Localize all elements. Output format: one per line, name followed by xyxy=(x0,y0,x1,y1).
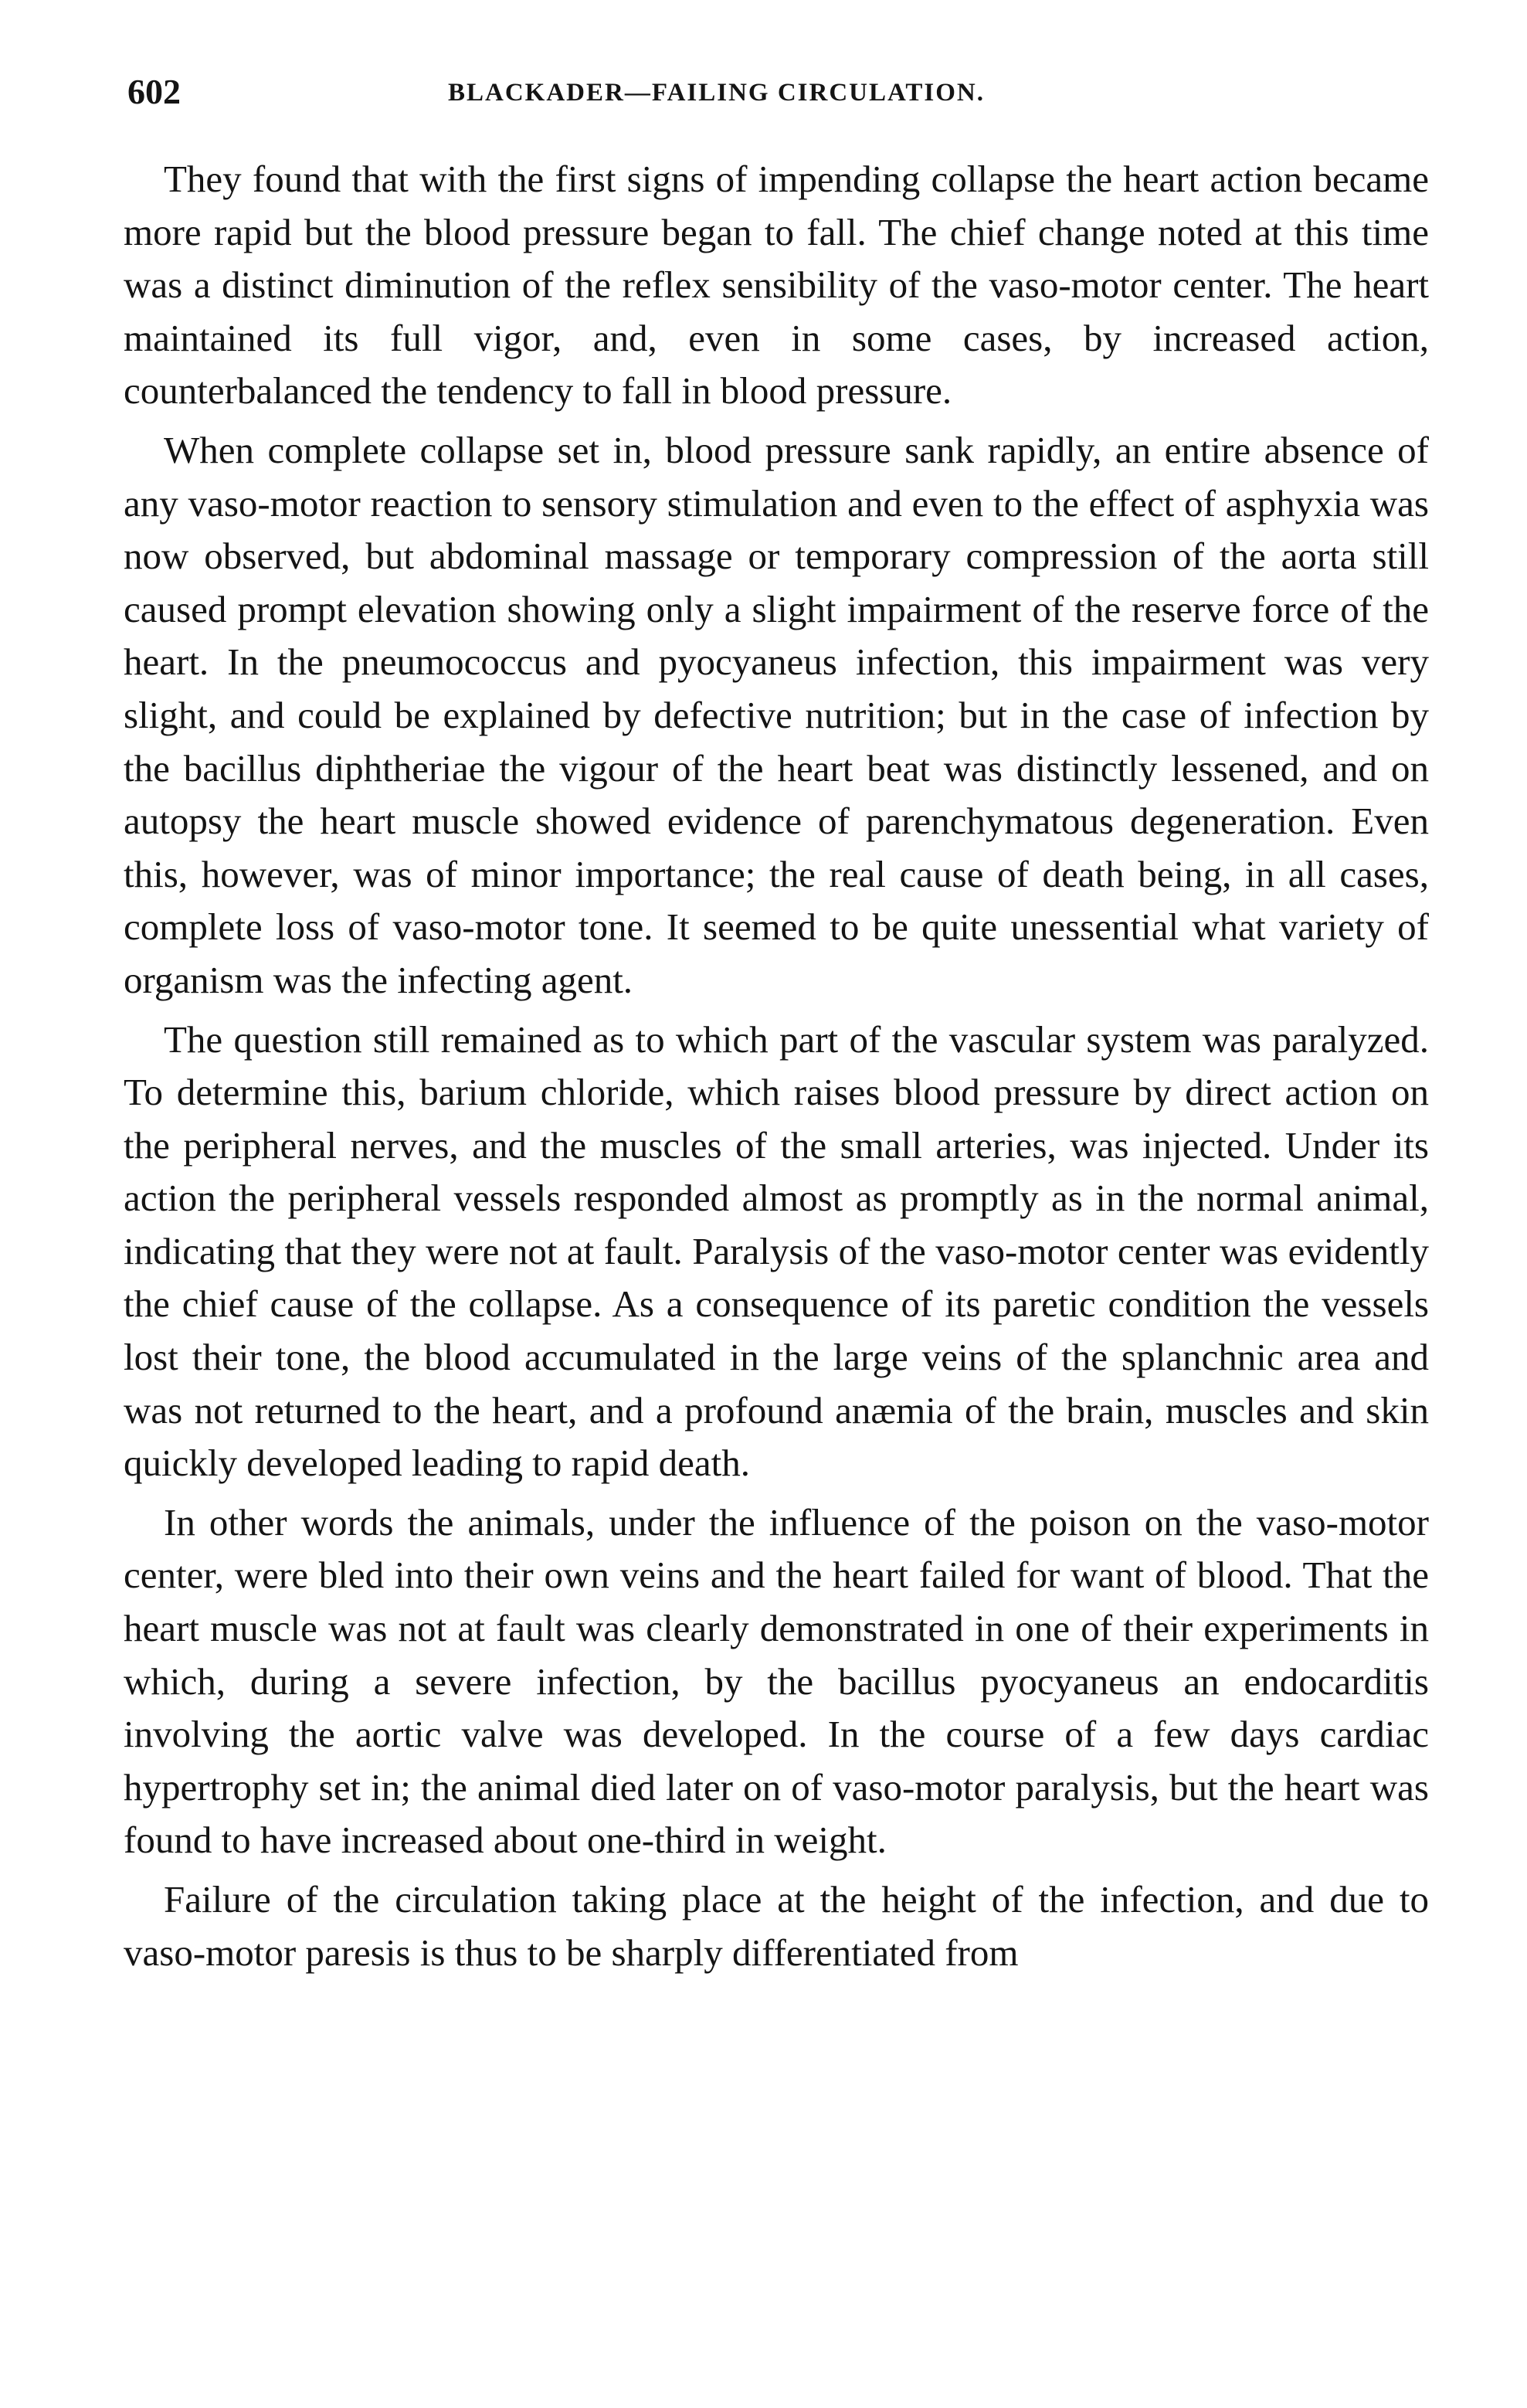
paragraph-1: They found that with the first signs of impending collapse the heart action became more rapid but the blood pressure began to fall. The chief change noted at this time was a distinct diminution of the reflex sensibility of the vaso-motor center. The heart maintained its full vigor, and, even in some cases, by increased action, counterbalanced the tendency to fall in blood pressure. xyxy=(124,158,1429,413)
page-number: 602 xyxy=(127,72,181,111)
paragraph-2: When complete collapse set in, blood pressure sank rapidly, an entire absence of any vaso-motor reaction to sensory stimulation and even to the effect of asphyxia was now observed, but abdominal massage or temporary compression of the aorta still caused prompt elevation showing only a slight impairment of the reserve force of the heart. In the pneumococcus and pyocyaneus infection, this impairment was very slight, and could be explained by defective nutrition; but in the case of infection by the bacillus diphtheriae the vigour of the heart beat was distinctly lessened, and on autopsy the heart muscle showed evidence of parenchymatous degeneration. Even this, however, was of minor importance; the real cause of death being, in all cases, complete loss of vaso-motor tone. It seemed to be quite unessential what variety of organism was the infecting agent. xyxy=(124,428,1429,1001)
paragraph-3: The question still remained as to which part of the vascular system was paralyzed. To determine this, barium chloride, which raises blood pressure by direct action on the peripheral nerves, and the muscles of the small arteries, was injected. Under its action the peripheral vessels responded almost as promptly as in the normal animal, indicating that they were not at fault. Paralysis of the vaso-motor center was evidently the chief cause of the collapse. As a consequence of its paretic condition the vessels lost their tone, the blood accumulated in the large veins of the splanchnic area and was not returned to the heart, and a profound anæmia of the brain, muscles and skin quickly developed leading to rapid death. xyxy=(124,1017,1429,1485)
running-head: BLACKADER—FAILING CIRCULATION. xyxy=(448,79,986,107)
paragraph-4: In other words the animals, under the influence of the poison on the vaso-motor center, were bled into their own veins and the heart failed for want of blood. That the heart muscle was not at fault was clearly demonstrated in one of their experiments in which, during a severe infection, by the bacillus pyocyaneus an endocarditis involving the aortic valve was developed. In the course of a few days cardiac hypertrophy set in; the animal died later on of vaso-motor paralysis, but the heart was found to have increased about one-third in weight. xyxy=(124,1500,1429,1862)
body-text xyxy=(124,153,1429,1985)
page-header xyxy=(127,71,1440,125)
paragraph-5: Failure of the circulation taking place at the height of the infection, and due to vaso-motor paresis is thus to be sharply differentiated from xyxy=(124,1878,1429,1974)
